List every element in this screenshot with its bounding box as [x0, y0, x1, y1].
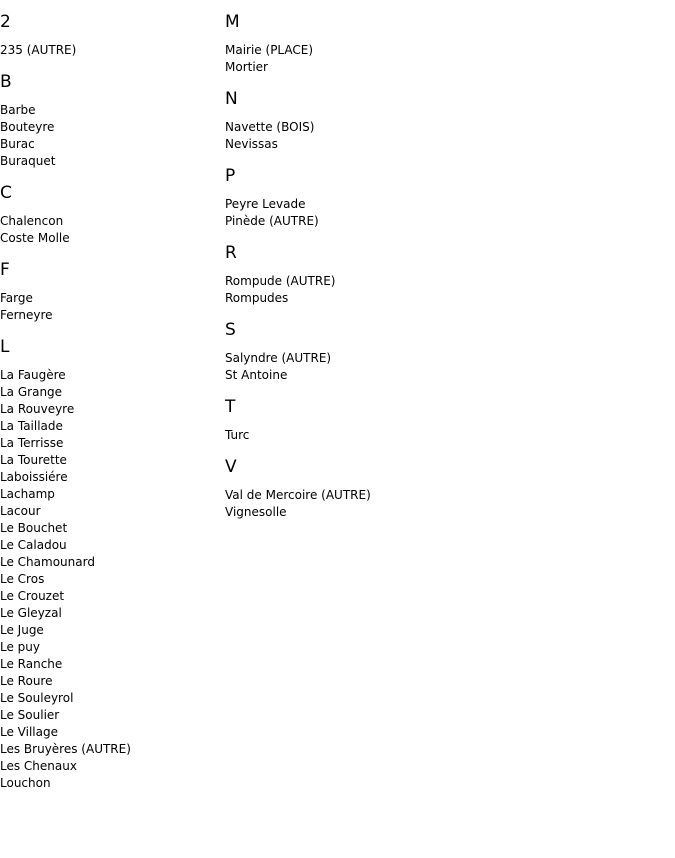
- place-list: [225, 487, 655, 521]
- place-list-item[interactable]: Le puy: [0, 640, 40, 654]
- letter-heading: N: [225, 89, 238, 109]
- letter-group: [225, 88, 655, 153]
- place-list-item[interactable]: Mairie (PLACE): [225, 43, 314, 57]
- place-list-item[interactable]: Laboissiére: [0, 470, 68, 484]
- place-list-item[interactable]: Nevissas: [225, 137, 278, 151]
- place-list-item[interactable]: Barbe: [0, 103, 36, 117]
- place-list-item[interactable]: La Rouveyre: [0, 402, 75, 416]
- place-list-item[interactable]: Chalencon: [0, 214, 64, 228]
- letter-group: [225, 319, 655, 384]
- place-list-item[interactable]: Turc: [225, 428, 250, 442]
- place-list: [225, 273, 655, 307]
- place-list-item[interactable]: Le Crouzet: [0, 589, 65, 603]
- place-list-item[interactable]: 235 (AUTRE): [0, 43, 77, 57]
- place-list: [0, 290, 225, 324]
- letter-heading: L: [0, 337, 10, 357]
- place-list-item[interactable]: Le Chamounard: [0, 555, 95, 569]
- place-list: [225, 196, 655, 230]
- place-list-item[interactable]: Vignesolle: [225, 505, 287, 519]
- letter-group: [0, 336, 225, 792]
- place-list-item[interactable]: Les Bruyères (AUTRE): [0, 742, 131, 756]
- letter-group: [225, 11, 655, 76]
- place-list: [0, 367, 225, 792]
- letter-group: [0, 71, 225, 170]
- place-list-item[interactable]: Rompudes: [225, 291, 289, 305]
- place-list-item[interactable]: Le Souleyrol: [0, 691, 74, 705]
- place-list-item[interactable]: Val de Mercoire (AUTRE): [225, 488, 371, 502]
- place-list-item[interactable]: St Antoine: [225, 368, 288, 382]
- letter-heading: M: [225, 12, 240, 32]
- place-list-item[interactable]: Les Chenaux: [0, 759, 77, 773]
- letter-heading: C: [0, 183, 12, 203]
- place-list: [225, 350, 655, 384]
- place-list-item[interactable]: Louchon: [0, 776, 51, 790]
- place-list: [225, 42, 655, 76]
- place-list-item[interactable]: Le Cros: [0, 572, 45, 586]
- letter-group: [225, 456, 655, 521]
- index-column-right: [225, 11, 655, 533]
- letter-heading: P: [225, 166, 236, 186]
- place-list: [0, 102, 225, 170]
- place-list-item[interactable]: Farge: [0, 291, 33, 305]
- letter-group: [225, 242, 655, 307]
- place-list-item[interactable]: La Terrisse: [0, 436, 64, 450]
- letter-heading: 2: [0, 12, 11, 32]
- letter-group: [0, 259, 225, 324]
- letter-group: [225, 165, 655, 230]
- place-list: [0, 213, 225, 247]
- place-list: [225, 119, 655, 153]
- place-list-item[interactable]: La Faugère: [0, 368, 66, 382]
- place-list-item[interactable]: Le Caladou: [0, 538, 67, 552]
- place-list-item[interactable]: La Tourette: [0, 453, 67, 467]
- letter-heading: B: [0, 72, 12, 92]
- place-list-item[interactable]: Mortier: [225, 60, 268, 74]
- place-list: [0, 42, 225, 59]
- letter-group: [225, 396, 655, 444]
- place-list-item[interactable]: Pinède (AUTRE): [225, 214, 319, 228]
- place-list-item[interactable]: Buraquet: [0, 154, 56, 168]
- place-list-item[interactable]: Navette (BOIS): [225, 120, 315, 134]
- place-list-item[interactable]: La Grange: [0, 385, 63, 399]
- letter-heading: T: [225, 397, 236, 417]
- letter-heading: V: [225, 457, 237, 477]
- place-list-item[interactable]: Peyre Levade: [225, 197, 306, 211]
- index-column-left: [0, 11, 225, 804]
- place-list-item[interactable]: Le Village: [0, 725, 58, 739]
- place-list-item[interactable]: Burac: [0, 137, 35, 151]
- letter-group: [0, 182, 225, 247]
- place-list-item[interactable]: Le Soulier: [0, 708, 60, 722]
- place-list-item[interactable]: Lacour: [0, 504, 41, 518]
- place-list-item[interactable]: Le Gleyzal: [0, 606, 62, 620]
- place-list-item[interactable]: La Taillade: [0, 419, 63, 433]
- place-list-item[interactable]: Le Ranche: [0, 657, 63, 671]
- place-list-item[interactable]: Bouteyre: [0, 120, 55, 134]
- place-list-item[interactable]: Coste Molle: [0, 231, 70, 245]
- letter-group: [0, 11, 225, 59]
- place-list-item[interactable]: Le Bouchet: [0, 521, 68, 535]
- letter-heading: F: [0, 260, 10, 280]
- place-list-item[interactable]: Lachamp: [0, 487, 55, 501]
- place-list-item[interactable]: Le Roure: [0, 674, 53, 688]
- place-list-item[interactable]: Rompude (AUTRE): [225, 274, 336, 288]
- place-list: [225, 427, 655, 444]
- place-list-item[interactable]: Salyndre (AUTRE): [225, 351, 332, 365]
- place-list-item[interactable]: Ferneyre: [0, 308, 53, 322]
- letter-heading: R: [225, 243, 237, 263]
- letter-heading: S: [225, 320, 236, 340]
- place-list-item[interactable]: Le Juge: [0, 623, 44, 637]
